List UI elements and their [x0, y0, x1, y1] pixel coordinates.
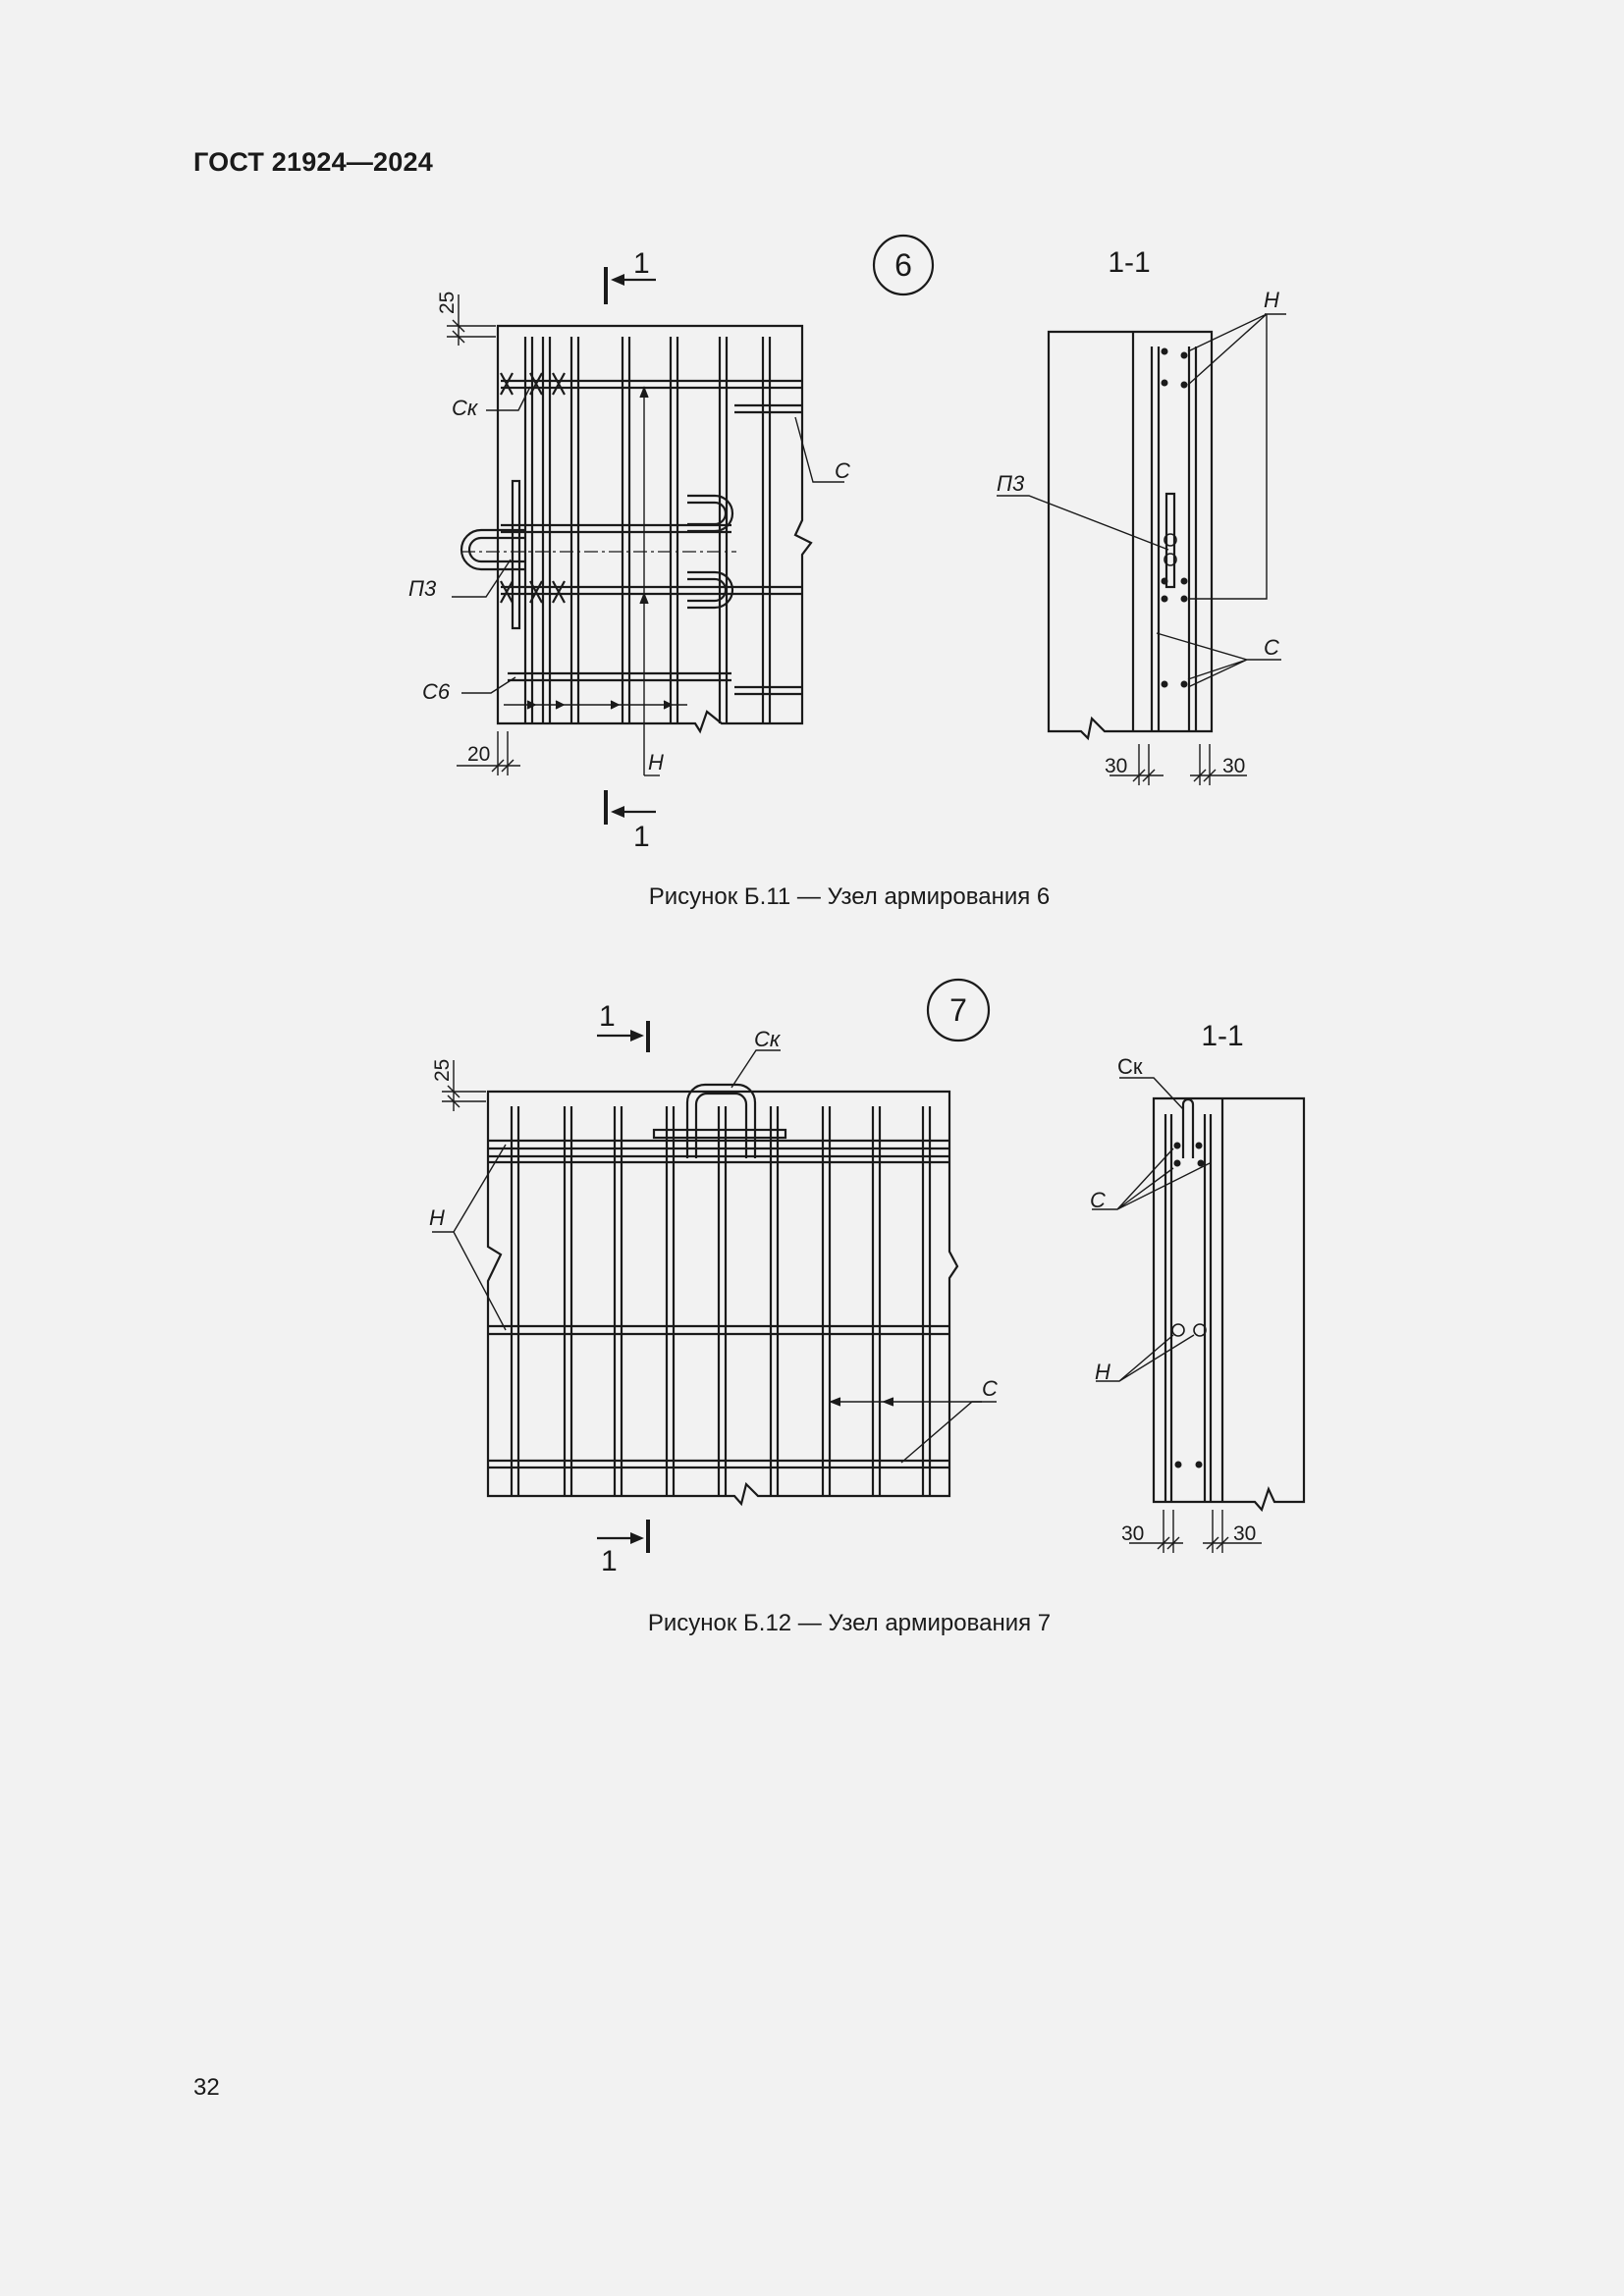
section-dim-left: 30: [1105, 755, 1128, 777]
label-sk-7: Ск: [754, 1027, 781, 1051]
section-label-pz: П3: [997, 471, 1025, 496]
section-label-n-7: Н: [1095, 1360, 1110, 1384]
section-dim-right: 30: [1222, 755, 1246, 777]
section-dim-left-7: 30: [1121, 1522, 1145, 1545]
cut-mark-top: 1: [633, 247, 650, 280]
section-label-sk-7: Ск: [1117, 1054, 1143, 1079]
section-label-c-7: С: [1090, 1188, 1106, 1212]
cut-mark-bottom-7: 1: [601, 1545, 618, 1577]
node-number-7: 7: [949, 992, 967, 1028]
figure-caption-b11: Рисунок Б.11 — Узел армирования 6: [648, 883, 1051, 910]
section-dim-right-7: 30: [1233, 1522, 1257, 1545]
dim-bottom-gap: 20: [467, 743, 491, 766]
label-n-7: Н: [429, 1205, 445, 1230]
section-label-c: С: [1264, 635, 1279, 660]
label-c6: С6: [422, 679, 451, 704]
label-n: Н: [648, 750, 664, 774]
page-header: ГОСТ 21924—2024: [193, 147, 433, 177]
dim-top-gap-7: 25: [431, 1058, 454, 1082]
section-label: 1-1: [1108, 246, 1151, 279]
label-pz: П3: [408, 576, 437, 601]
section-label-n: Н: [1264, 288, 1279, 312]
figure-caption-b12: Рисунок Б.12 — Узел армирования 7: [647, 1610, 1052, 1636]
label-c: С: [835, 458, 850, 483]
page-number: 32: [193, 2074, 220, 2101]
cut-mark-top-7: 1: [599, 1000, 616, 1033]
label-c-7: С: [982, 1376, 998, 1401]
dim-top-gap: 25: [436, 291, 459, 314]
section-label-7: 1-1: [1201, 1020, 1244, 1052]
label-sk: Ск: [452, 396, 478, 420]
node-number-6: 6: [894, 247, 912, 283]
cut-mark-bottom: 1: [633, 821, 650, 853]
